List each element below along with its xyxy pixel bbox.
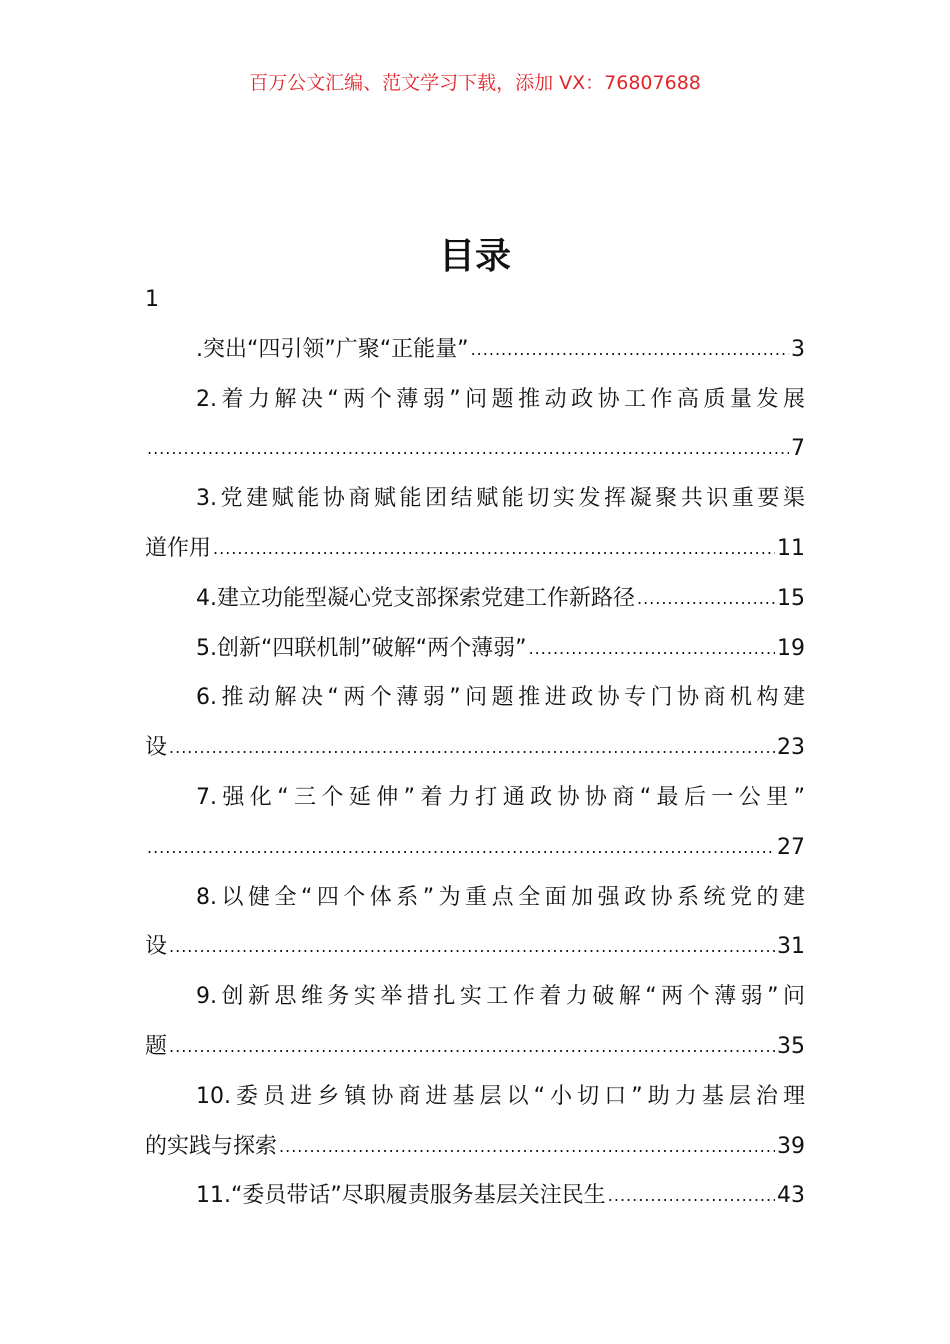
toc-entry-leader-line[interactable] [145, 624, 805, 674]
entry-title: 的实践与探索 [145, 1133, 278, 1159]
dot-leader [213, 524, 775, 574]
watermark-banner: 百万公文汇编、范文学习下载，添加 VX：76807688 [249, 72, 701, 94]
page-number: 39 [777, 1133, 805, 1159]
dot-leader [169, 723, 775, 773]
toc-entry-leader-line[interactable] [145, 574, 805, 624]
dot-leader [169, 922, 775, 972]
page-number: 31 [777, 934, 805, 960]
toc-entry-line[interactable]: 3.党建赋能协商赋能团结赋能切实发挥凝聚共识重要渠 [196, 486, 805, 512]
page-title: 目录 [438, 236, 511, 277]
toc-entry-leader-line[interactable] [145, 1022, 805, 1072]
page-number: 7 [791, 436, 805, 462]
toc-entry-leader-line[interactable] [145, 524, 805, 574]
dot-leader [529, 624, 775, 674]
dot-leader [169, 1022, 775, 1072]
page-number: 43 [777, 1183, 805, 1209]
dot-leader [279, 1122, 775, 1172]
entry-title: 5.创新“四联机制”破解“两个薄弱” [196, 635, 527, 661]
toc-entry-leader-line[interactable] [145, 325, 805, 375]
dot-leader [147, 424, 789, 474]
toc-entry-leader-line[interactable] [145, 823, 805, 873]
toc-entry-line[interactable]: 7.强化“三个延伸”着力打通政协协商“最后一公里” [196, 784, 805, 810]
toc-entry-leader-line[interactable] [145, 1122, 805, 1172]
page-number: 35 [777, 1033, 805, 1059]
entry-title: .突出“四引领”广聚“正能量” [196, 336, 469, 362]
entry-title: 道作用 [145, 535, 212, 561]
toc-entry-leader-line[interactable] [145, 424, 805, 474]
entry-title: 题 [145, 1033, 168, 1059]
page-number: 19 [777, 635, 805, 661]
entry-title: 4.建立功能型凝心党支部探索党建工作新路径 [196, 585, 635, 611]
toc-entry-leader-line[interactable] [145, 1171, 805, 1221]
entry-title: 设 [145, 934, 168, 960]
toc-entry-leader-line[interactable] [145, 922, 805, 972]
dot-leader [608, 1171, 775, 1221]
entry-number: 1 [145, 287, 159, 312]
table-of-contents [145, 275, 805, 1221]
page-number: 11 [777, 535, 805, 561]
entry-title: 11.“委员带话”尽职履责服务基层关注民生 [196, 1183, 606, 1209]
page-number: 27 [777, 834, 805, 860]
toc-entry-leader-line[interactable] [145, 723, 805, 773]
dot-leader [637, 574, 775, 624]
dot-leader [471, 325, 789, 375]
dot-leader [147, 823, 775, 873]
toc-entry-number[interactable] [145, 275, 805, 325]
page-number: 23 [777, 735, 805, 761]
toc-entry-line[interactable]: 8.以健全“四个体系”为重点全面加强政协系统党的建 [196, 884, 805, 910]
entry-title: 设 [145, 735, 168, 761]
page-number: 15 [777, 585, 805, 611]
toc-entry-line[interactable]: 6.推动解决“两个薄弱”问题推进政协专门协商机构建 [196, 685, 805, 711]
toc-entry-line[interactable]: 10.委员进乡镇协商进基层以“小切口”助力基层治理 [196, 1083, 805, 1109]
toc-entry-line[interactable]: 9.创新思维务实举措扎实工作着力破解“两个薄弱”问 [196, 984, 805, 1010]
page-number: 3 [791, 336, 805, 362]
toc-entry-line[interactable]: 2.着力解决“两个薄弱”问题推动政协工作高质量发展 [196, 386, 805, 412]
